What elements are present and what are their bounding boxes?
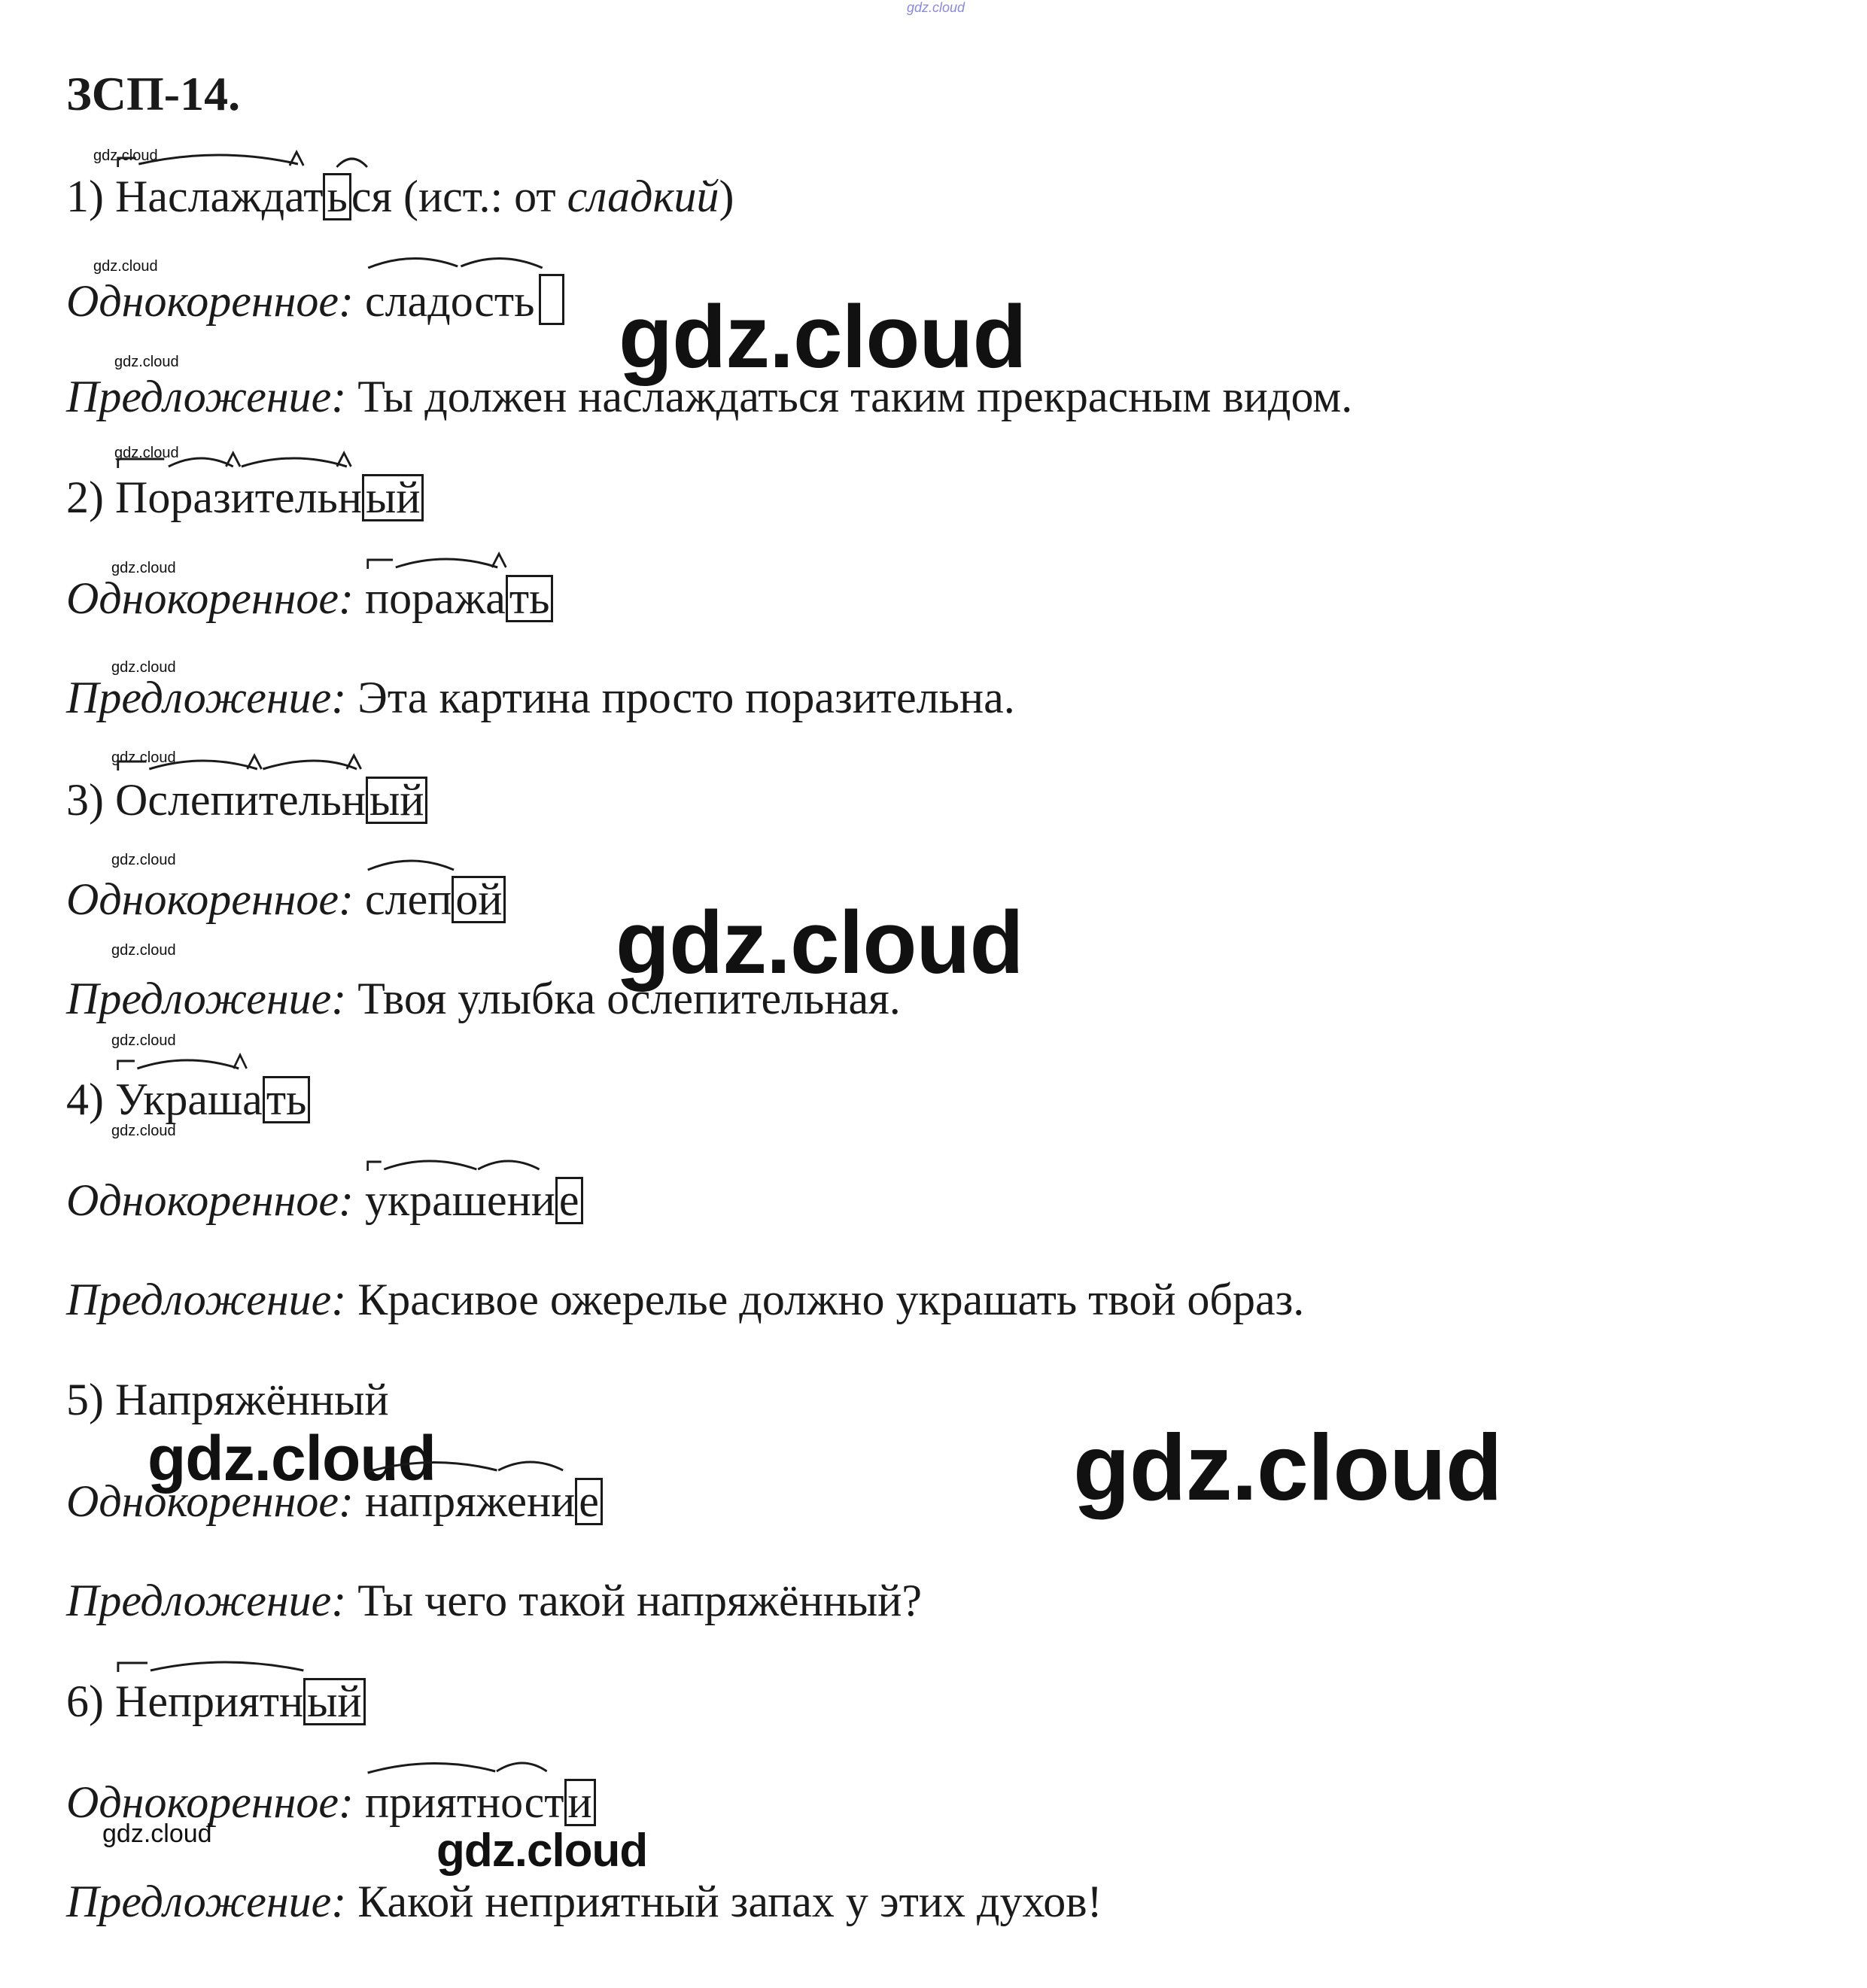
ending-box: ый — [366, 777, 427, 824]
sentence-label: Предложение: — [66, 974, 347, 1023]
item-1-related-word: сладость — [365, 274, 564, 325]
item-3-related-word: слепой — [365, 876, 506, 923]
item-5-related-line — [66, 1478, 603, 1525]
watermark-big: gdz.cloud — [147, 1423, 436, 1494]
related-label: Однокоренное: — [66, 1777, 354, 1827]
item-number: 4) — [66, 1075, 104, 1124]
item-5-word-line — [66, 1377, 389, 1422]
item-4-word: Украшать — [115, 1076, 310, 1123]
item-1-word: Наслаждаться — [115, 173, 392, 220]
item-5-related-word: напряжение — [365, 1478, 603, 1525]
morpheme-marks — [365, 1452, 603, 1479]
item-3-word-line — [66, 777, 427, 824]
item-3-sentence-line — [66, 976, 901, 1021]
item-6-word: Неприятный — [115, 1678, 366, 1725]
related-label: Однокоренное: — [66, 874, 354, 924]
ending-box: и — [564, 1779, 596, 1826]
item-1-word-line: 1) Наслаждаться (ист.: от сладкий) — [66, 173, 734, 220]
watermark-small: gdz.cloud — [111, 1123, 176, 1139]
morpheme-marks — [365, 850, 506, 877]
item-2-sentence-line — [66, 675, 1015, 720]
item-2-related-word: поражать — [365, 575, 553, 622]
watermark-big: gdz.cloud — [616, 893, 1023, 992]
morpheme-marks — [365, 248, 564, 275]
watermark-small: gdz.cloud — [114, 354, 179, 370]
sentence-label: Предложение: — [66, 1576, 347, 1625]
item-1-sentence-line — [66, 374, 1352, 419]
item-1-related-line — [66, 274, 564, 325]
morpheme-marks — [115, 751, 427, 778]
morpheme-marks — [115, 1652, 366, 1679]
item-number: 2) — [66, 473, 104, 522]
related-label: Однокоренное: — [66, 1476, 354, 1526]
item-5-word: Напряжённый — [114, 1375, 389, 1424]
item-4-related-word: украшение — [365, 1177, 582, 1224]
watermark-small: gdz.cloud — [93, 147, 158, 164]
morpheme-marks — [365, 549, 553, 576]
watermark-small: gdz.cloud — [111, 659, 176, 676]
etymology-word: сладкий — [567, 172, 719, 221]
related-label: Однокоренное: — [66, 573, 354, 623]
watermark-small: gdz.cloud — [111, 560, 176, 576]
morpheme-marks — [115, 1050, 310, 1078]
etymology-note: (ист.: от — [392, 172, 567, 221]
item-2-word: Поразительный — [115, 474, 424, 521]
item-6-word-line — [66, 1678, 366, 1725]
item-3-word: Ослепительный — [115, 777, 427, 824]
item-2-word-line — [66, 474, 424, 521]
ending-box: ый — [303, 1678, 365, 1725]
item-number: 1) — [66, 172, 104, 221]
related-label: Однокоренное: — [66, 1175, 354, 1225]
sentence-text: Какой неприятный запах у этих духов! — [357, 1877, 1102, 1926]
watermark-small: gdz.cloud — [111, 749, 176, 766]
ending-box: ой — [452, 876, 506, 923]
item-4-sentence-line — [66, 1277, 1304, 1322]
watermark-big: gdz.cloud — [436, 1825, 648, 1877]
morpheme-marks — [115, 448, 424, 476]
morpheme-marks — [115, 147, 392, 175]
sentence-label: Предложение: — [66, 673, 347, 722]
sentence-text: Ты должен наслаждаться таким прекрасным видом. — [357, 372, 1353, 421]
watermark-small: gdz.cloud — [111, 1032, 176, 1049]
ending-box: е — [575, 1478, 603, 1525]
watermark-big: gdz.cloud — [1073, 1416, 1502, 1520]
item-number: 5) — [66, 1375, 104, 1424]
sentence-text: Ты чего такой напряжённый? — [357, 1576, 922, 1625]
top-watermark: gdz.cloud — [907, 0, 965, 15]
ending-box: ть — [263, 1076, 311, 1123]
empty-ending-box — [539, 274, 564, 325]
ending-box: ть — [506, 575, 554, 622]
item-number: 6) — [66, 1676, 104, 1726]
item-4-word-line — [66, 1076, 310, 1123]
related-label: Однокоренное: — [66, 276, 354, 326]
sentence-text: Эта картина просто поразительна. — [357, 673, 1015, 722]
sentence-label: Предложение: — [66, 1275, 347, 1324]
watermark-big: gdz.cloud — [619, 287, 1026, 387]
ending-box: е — [555, 1177, 583, 1224]
ending-box: ь — [323, 173, 351, 220]
sentence-text: Твоя улыбка ослепительная. — [357, 974, 901, 1023]
item-6-sentence-line — [66, 1879, 1102, 1924]
ending-box: ый — [362, 474, 424, 521]
sentence-text: Красивое ожерелье должно украшать твой образ. — [357, 1275, 1305, 1324]
watermark-small: gdz.cloud — [102, 1819, 212, 1848]
watermark-small: gdz.cloud — [111, 852, 176, 868]
item-number: 3) — [66, 775, 104, 825]
item-6-related-word: приятности — [365, 1779, 596, 1826]
sentence-label: Предложение: — [66, 1877, 347, 1926]
sentence-label: Предложение: — [66, 372, 347, 421]
item-3-related-line — [66, 876, 506, 923]
watermark-small: gdz.cloud — [114, 445, 179, 461]
item-2-related-line — [66, 575, 553, 622]
item-4-related-line — [66, 1177, 583, 1224]
watermark-small: gdz.cloud — [93, 258, 158, 275]
morpheme-marks — [365, 1151, 582, 1178]
exercise-title: ЗСП-14. — [66, 67, 241, 120]
morpheme-marks — [365, 1753, 596, 1780]
item-5-sentence-line — [66, 1578, 922, 1623]
watermark-small: gdz.cloud — [111, 942, 176, 959]
